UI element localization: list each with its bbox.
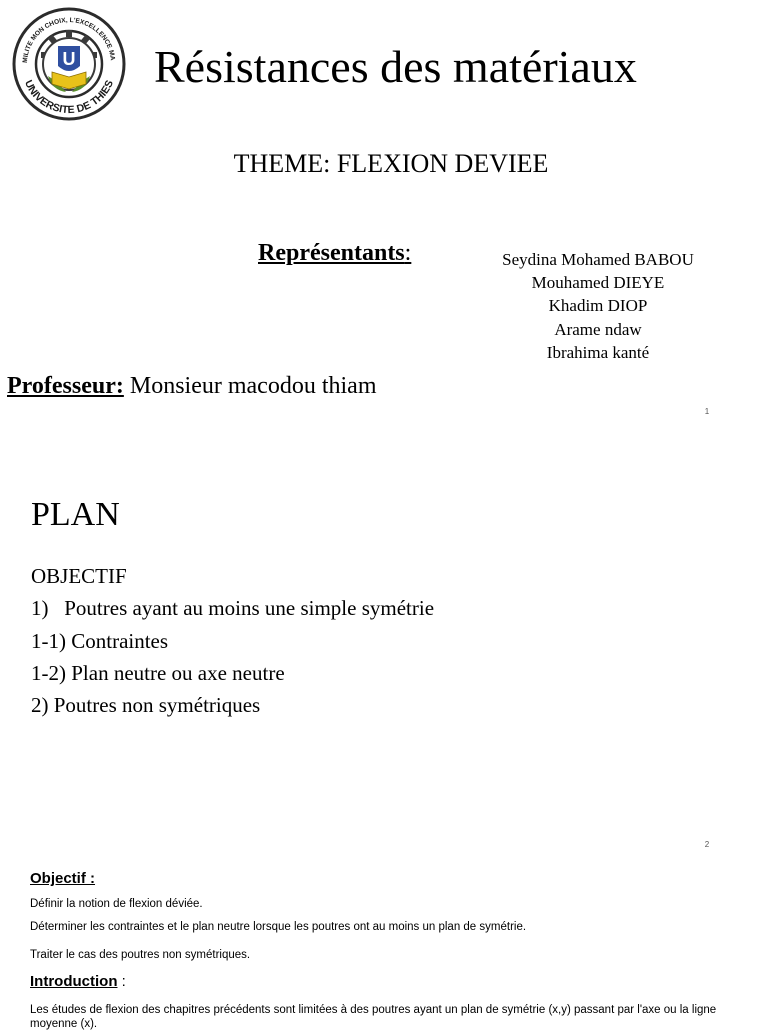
plan-item-objectif: OBJECTIF	[31, 564, 127, 588]
introduction-heading	[30, 973, 126, 990]
svg-text:UNIVERSITE DE THIES: UNIVERSITE DE THIES	[21, 78, 117, 117]
plan-item: 1-2) Plan neutre ou axe neutre	[31, 660, 285, 685]
objectif-heading: Objectif :	[30, 870, 96, 887]
objectif-line: Définir la notion de flexion déviée.	[30, 898, 203, 910]
representants-label	[258, 241, 411, 265]
representants-list	[478, 248, 718, 364]
objectif-line: Déterminer les contraintes et le plan neutre lorsque les poutres ont au moins un plan de symétrie.	[30, 921, 527, 933]
universite-de-thies-logo	[8, 4, 130, 122]
representant-name: Mouhamed DIEYE	[531, 273, 665, 293]
plan-list	[31, 560, 434, 721]
plan-title: PLAN	[31, 496, 120, 533]
professeur-label: Professeur:	[7, 373, 124, 399]
plan-item: 1) Poutres ayant au moins une simple symétrie	[31, 596, 435, 621]
theme-heading: THEME: FLEXION DEVIEE	[233, 149, 549, 178]
representants-label-text: Représentants	[258, 240, 405, 266]
plan-item: 1-1) Contraintes	[31, 628, 169, 653]
logo-monogram	[63, 49, 76, 69]
professeur-line	[7, 374, 376, 398]
introduction-paragraph: Les études de flexion des chapitres précédents sont limitées à des poutres ayant un plan de symétrie (x,y) passant par l'axe ou la ligne moyenne (x).	[30, 1004, 717, 1030]
representant-name: Ibrahima kanté	[546, 342, 650, 362]
svg-text:U: U	[62, 49, 76, 69]
representant-name: Khadim DIOP	[548, 296, 648, 316]
representants-colon: :	[404, 240, 412, 266]
objectif-line: Traiter le cas des poutres non symétriques.	[30, 949, 251, 961]
svg-text:L'HUMILITE MON CHOIX, L'EXCELL: MILITE MON CHOIX, L'EXCELLENCE MA	[21, 16, 116, 64]
professeur-name: Monsieur macodou thiam	[129, 373, 377, 399]
introduction-colon: :	[117, 973, 126, 990]
representant-name: Seydina Mohamed BABOU	[502, 250, 694, 269]
page-number: 2	[704, 840, 710, 849]
representant-name: Arame ndaw	[554, 319, 642, 339]
plan-item: 2) Poutres non symétriques	[31, 693, 261, 718]
page-number: 1	[704, 407, 710, 416]
introduction-label: Introduction	[30, 973, 118, 990]
slide-title: Résistances des matériaux	[154, 41, 637, 92]
